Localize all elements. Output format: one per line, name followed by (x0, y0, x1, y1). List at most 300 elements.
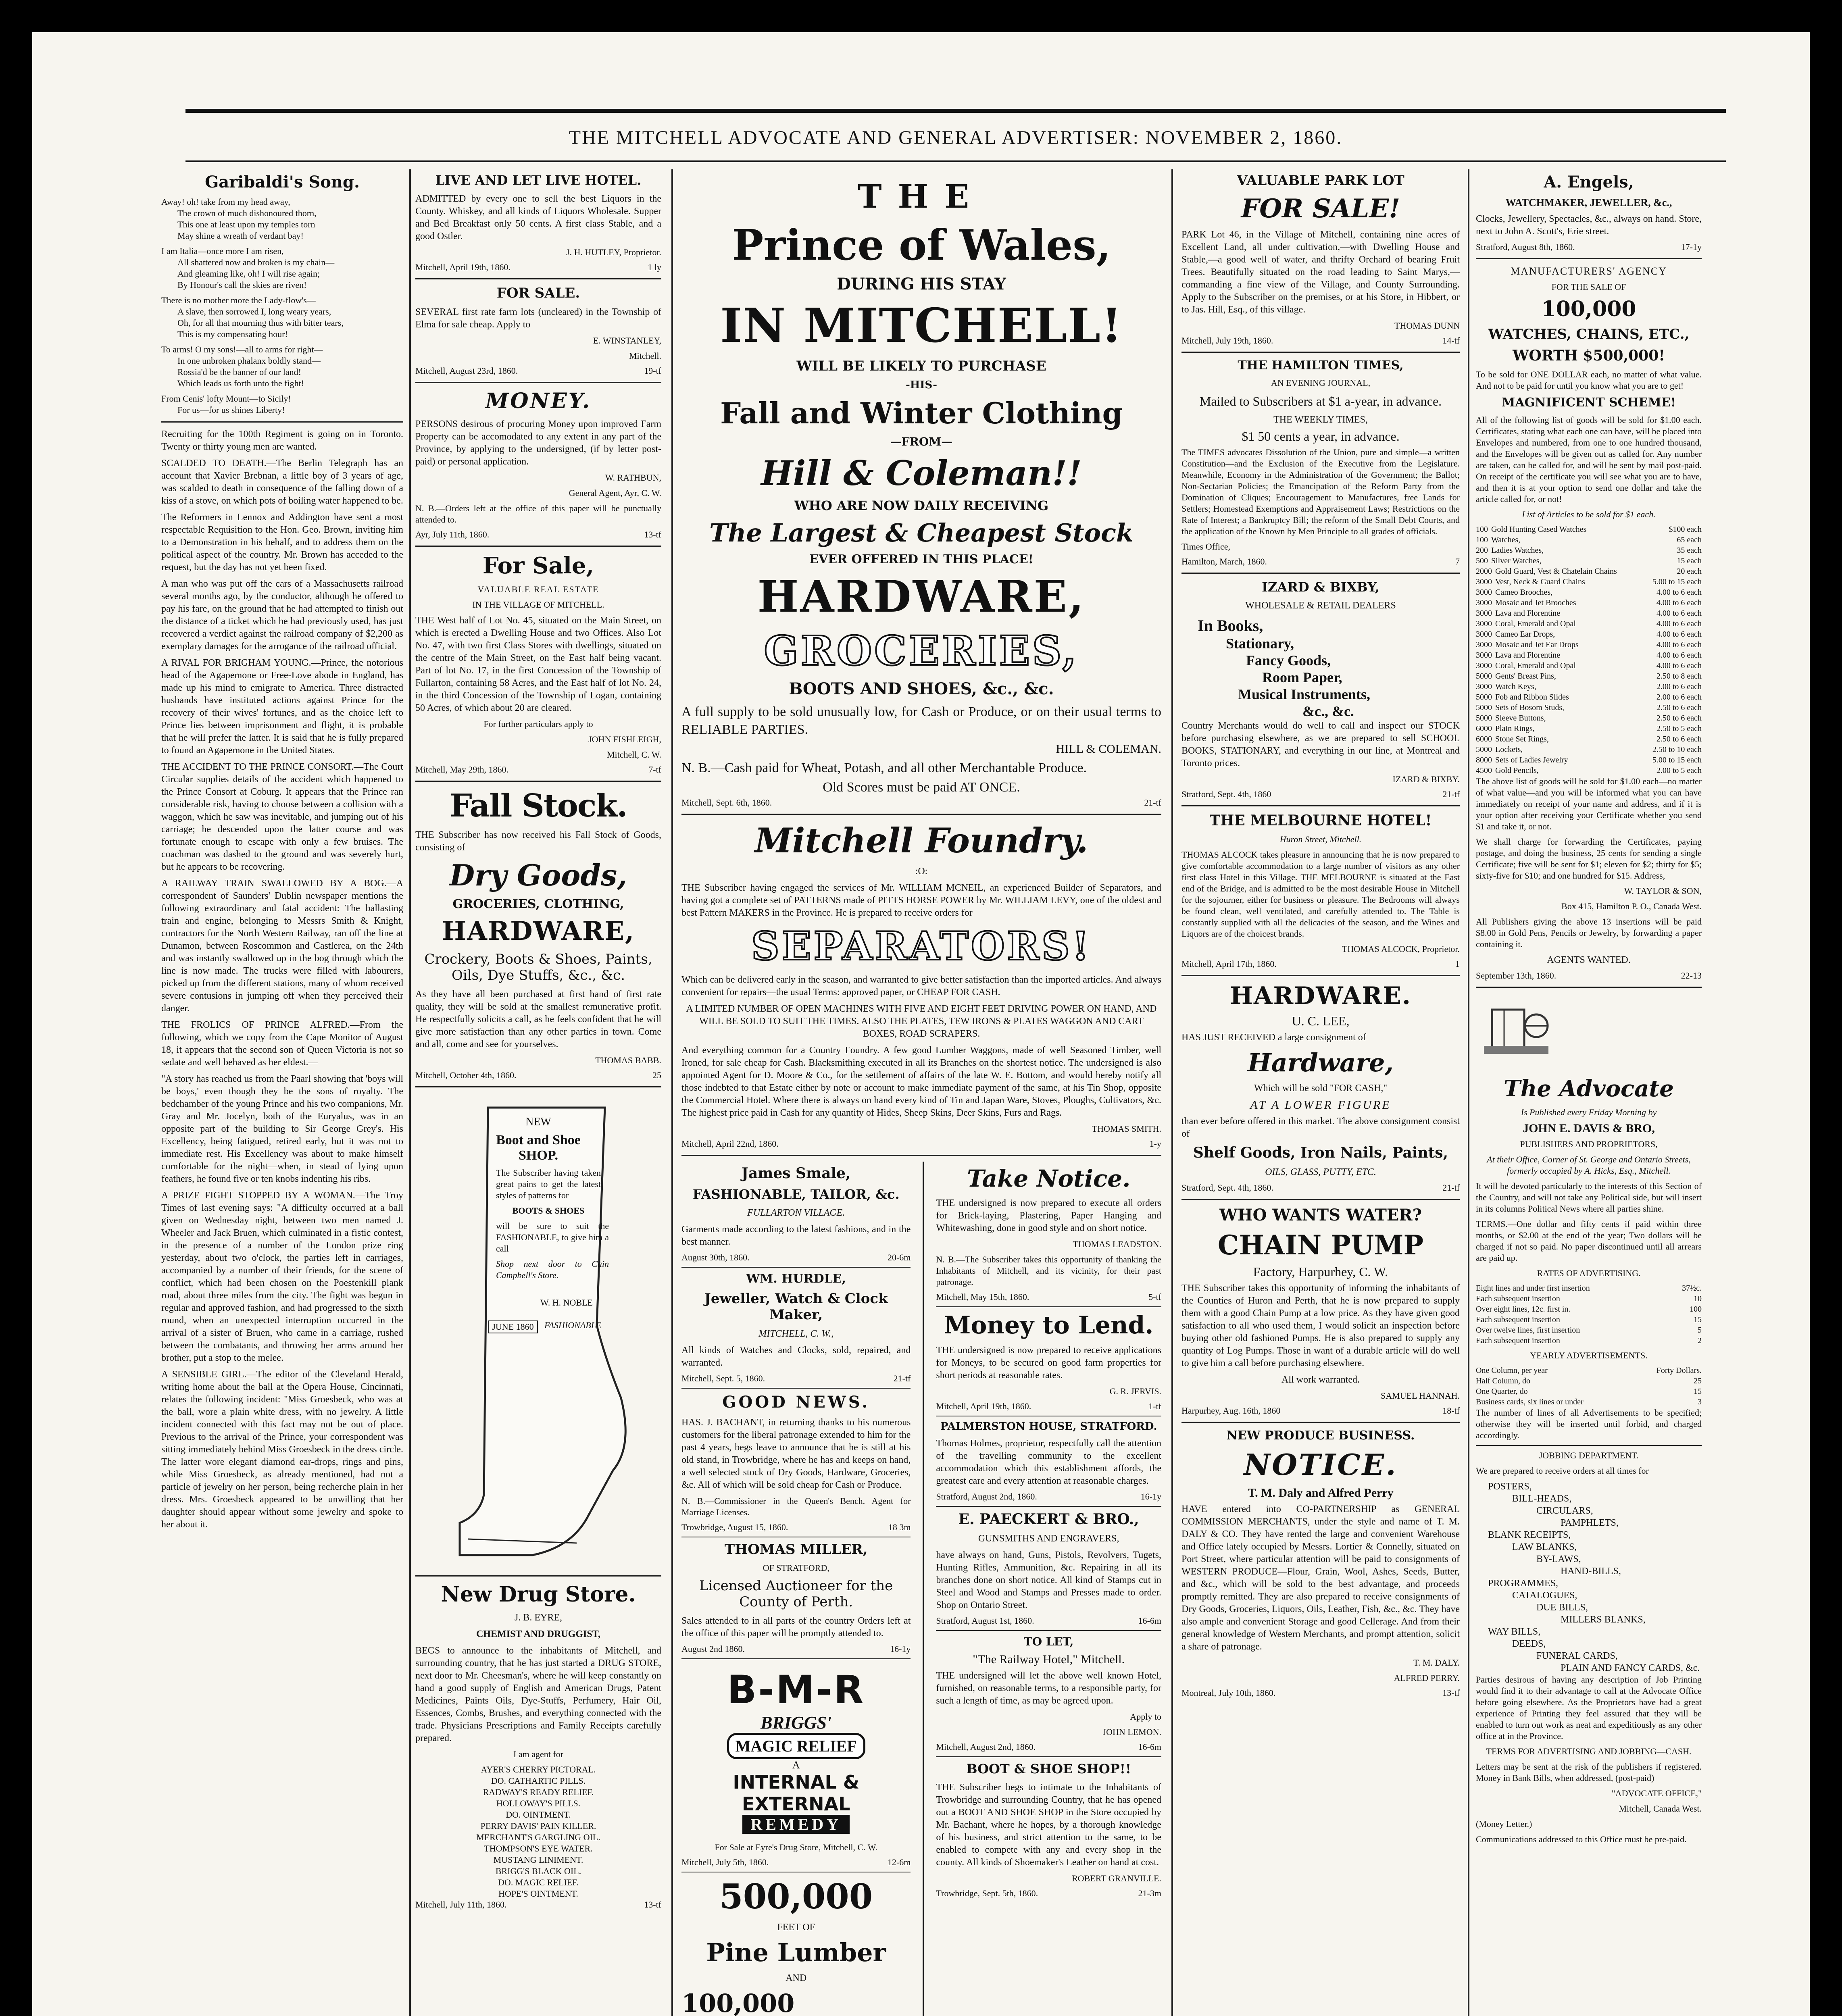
ad-title: THE HAMILTON TIMES, (1238, 358, 1404, 373)
price-row-qty: 4500 (1476, 766, 1492, 775)
poem-line: Rossia'd be the banner of our land! (177, 367, 301, 377)
ad-subtitle: OILS, GLASS, PUTTY, ETC. (1265, 1167, 1376, 1177)
ad-text: BEGS to announce to the inhabitants of Mitchell, and surrounding country, that he has just started a DRUG STORE, next door to Mr. Cheesman's, where he will keep constantly on hand a good supply of English and American Drugs, Patent Medicines, Paints Oils, Dye-Stuffs, Perfumery, Hair Oil, Essences, Combs, Brushes, and everything connected with the trade. Physicians Prescriptions and Family Receipts carefully prepared. (415, 1645, 661, 1743)
list-item: DO. OINTMENT. (506, 1810, 571, 1820)
ad-note: All work warranted. (1281, 1375, 1360, 1385)
ad-dateline (936, 1616, 1161, 1626)
ad-subtitle: BOOTS AND SHOES, &c., &c. (789, 679, 1054, 698)
ad-text: Parties desirous of having any description of Job Printing would find it to their advantage to call at the Advocate Office before going elsewhere. As the Proprietors have had a great experience of Printing they feel assured that they will be enabled to turn out work as neat and expeditiously as any other office at in the Province. (1476, 1674, 1702, 1741)
boot-sig: W. H. NOBLE (540, 1297, 593, 1308)
bmr-title: B-M-R (727, 1667, 865, 1712)
ad-title: For Sale, (482, 552, 594, 579)
divider (1181, 1422, 1460, 1423)
ad-subtitle: FOR THE SALE OF (1551, 282, 1626, 292)
boot-text (444, 1100, 633, 1331)
rate-row-label: Over eight lines, 12c. first in. (1476, 1305, 1571, 1314)
ad-text: And everything common for a Country Foundry. A few good Lumber Waggons, made of well Seasoned Timber, well Ironed, for sale cheap for Cash. Blacksmithing executed in all its Branches on the shortest notice. The undersigned is also appointed Agent for D. Moore & Co., for the settlement of affairs of the late W. E. Bottom, and would hereby notify all those indebted to that Estate either by note or account to make immediate payment of the same, at his Tin Shop, opposite the Commercial Hotel. Where there is always on hand every kind of Tin and Japan Ware, Stoves, Ploughs, Cultivators, &c. The highest price paid in Cash for any quantity of Hides, Sheep Skins, Deer Skins, Furs and Rags. (681, 1045, 1161, 1118)
price-row (1476, 671, 1702, 681)
ad-date: Trowbridge, August 15, 1860. (681, 1522, 788, 1532)
ad-date: Stratford, August 1st, 1860. (936, 1616, 1034, 1626)
ad-title: NEW PRODUCE BUSINESS. (1226, 1429, 1415, 1443)
ad-date: Mitchell, August 2nd, 1860. (936, 1742, 1036, 1752)
bmr-logo (681, 1667, 911, 1834)
yearly-row-label: One Quarter, do (1476, 1387, 1528, 1396)
ad-subtitle: VALUABLE REAL ESTATE (477, 584, 599, 594)
ad-subtitle: JOHN E. DAVIS & BRO, (1523, 1122, 1655, 1135)
ad-code: 18-tf (1442, 1406, 1460, 1416)
ad-subtitle: FULLARTON VILLAGE. (747, 1208, 845, 1218)
ad-code: 16-1y (1140, 1491, 1161, 1502)
ad-signature: W. TAYLOR & SON, (1624, 886, 1702, 896)
yearly-row-price: 25 (1694, 1377, 1702, 1385)
divider (681, 1388, 911, 1389)
price-row-name: Watch Keys, (1495, 682, 1536, 691)
ad-subtitle: Jeweller, Watch & Clock Maker, (704, 1291, 888, 1323)
list-item: &c., &c. (1302, 703, 1354, 719)
ad-text: Garments made according to the latest fashions, and in the best manner. (681, 1224, 911, 1247)
price-row-qty: 3000 (1476, 640, 1492, 649)
ad-title: Take Notice. (967, 1165, 1131, 1192)
ad-title: LIVE AND LET LIVE HOTEL. (435, 173, 642, 188)
yearly-table (1476, 1365, 1702, 1407)
bmr-a: A (792, 1759, 800, 1771)
ad-title: E. PAECKERT & BRO., (958, 1511, 1139, 1528)
ad-signature: THOMAS LEADSTON. (1073, 1239, 1161, 1249)
ad-text: It will be devoted particularly to the interests of this Section of the Country, and will not take any Political side, but will insert in its columns Political News where all parties shine. (1476, 1181, 1702, 1214)
yearly-row-price: 15 (1694, 1387, 1702, 1396)
yearly-row-price: 3 (1698, 1397, 1702, 1406)
ad-text: ADMITTED by every one to sell the best Liquors in the County. Whiskey, and all kinds of Liquors Wholesale. Supper and Bed Breakfast only 50 cents. A first class Stable, and a good Ostler. (415, 194, 661, 242)
price-row-price: 4.00 to 6 each (1656, 598, 1702, 607)
ad-title: MONEY. (485, 389, 592, 413)
price-row-qty: 500 (1476, 556, 1488, 565)
price-row-name: Coral, Emerald and Opal (1495, 661, 1576, 670)
ad-dateline (681, 1139, 1161, 1149)
price-row (1476, 744, 1702, 755)
ad-title: Mitchell Foundry. (754, 821, 1088, 860)
price-row-qty: 3000 (1476, 630, 1492, 639)
price-row-name: Lockets, (1495, 745, 1523, 754)
rate-row-price: 15 (1694, 1315, 1702, 1324)
ad-signature: Times Office, (1181, 541, 1230, 552)
jobbing-item: LAW BLANKS, (1512, 1542, 1577, 1552)
ad-date: Mitchell, July 19th, 1860. (1181, 335, 1273, 346)
ad-subtitle: AGENTS WANTED. (1547, 955, 1631, 965)
price-row-price: 4.00 to 6 each (1656, 661, 1702, 670)
ad-subtitle: Crockery, Boots & Shoes, Paints, Oils, Dye Stuffs, &c., &c. (424, 951, 652, 983)
divider (415, 1575, 661, 1577)
jobbing-item: BLANK RECEIPTS, (1488, 1530, 1571, 1540)
ad-date: Mitchell, May 15th, 1860. (936, 1292, 1029, 1302)
rate-row (1476, 1325, 1702, 1335)
price-row-qty: 3000 (1476, 682, 1492, 691)
list-item: Musical Instruments, (1238, 686, 1371, 702)
list-item: Stationary, (1226, 635, 1294, 652)
ad-signature: JOHN FISHLEIGH, (588, 734, 661, 744)
jobbing-item: BY-LAWS, (1536, 1554, 1581, 1564)
ad-subtitle: EVER OFFERED IN THIS PLACE! (809, 552, 1034, 566)
column-rule (1171, 169, 1173, 2016)
price-row-qty: 100 (1476, 535, 1488, 544)
ad-text: We are prepared to receive orders at all times for (1476, 1466, 1649, 1476)
ad-title: The Advocate (1504, 1075, 1674, 1102)
poem-line: May shine a wreath of verdant bay! (177, 231, 304, 241)
ad-subtitle: OF STRATFORD, (763, 1563, 829, 1573)
price-row (1476, 692, 1702, 702)
ad-dateline (1181, 789, 1460, 800)
ad-subtitle: FASHIONABLE, TAILOR, &c. (692, 1187, 900, 1202)
ad-dateline (415, 1070, 661, 1081)
price-row-name: Vest, Neck & Guard Chains (1495, 577, 1585, 586)
ad-subtitle: Is Published every Friday Morning by (1521, 1107, 1657, 1117)
ad-title: THOMAS MILLER, (724, 1541, 868, 1558)
ad-text: Letters may be sent at the risk of the publishers if registered. Money in Bank Bills, when addressed, (post-paid) (1476, 1762, 1702, 1783)
ad-text: A full supply to be sold unusually low, for Cash or Produce, or on their usual terms to RELIABLE PARTIES. (681, 704, 1161, 737)
ad-signature: Mitchell, Canada West. (1619, 1804, 1702, 1814)
price-row-price: 20 each (1677, 567, 1702, 576)
ad-code: 17-1y (1681, 242, 1702, 252)
jobbing-item: PROGRAMMES, (1488, 1578, 1559, 1589)
price-row-price: 2.50 to 10 each (1652, 745, 1702, 754)
ad-headline: Pine Lumber (706, 1938, 886, 1967)
ad-headline: HARDWARE, (442, 916, 635, 946)
poem-line: For us—for us shines Liberty! (177, 405, 285, 415)
poem-line: This one at least upon my temples torn (177, 219, 315, 229)
list-item: HOPE'S OINTMENT. (498, 1889, 578, 1899)
poem-line: All shattered now and broken is my chain— (177, 257, 335, 267)
list-item: RADWAY'S READY RELIEF. (483, 1787, 594, 1797)
ad-text: Which will be sold "FOR CASH," (1254, 1083, 1388, 1093)
price-row (1476, 535, 1702, 545)
ad-dateline (936, 1401, 1161, 1412)
ad-date: Hamilton, March, 1860. (1181, 556, 1267, 566)
ad-signature: ROBERT GRANVILLE. (1072, 1873, 1161, 1883)
ad-text: The number of lines of all Advertisements to be specified; otherwise they will be inserted until forbid, and charged accordingly. (1476, 1408, 1702, 1440)
price-row (1476, 650, 1702, 660)
ad-date: Stratford, Sept. 4th, 1860 (1181, 789, 1271, 799)
ad-code: 12-6m (887, 1857, 911, 1867)
jobbing-item: DEEDS, (1512, 1639, 1546, 1649)
rate-row-label: Each subsequent insertion (1476, 1294, 1560, 1303)
price-row-qty: 3000 (1476, 598, 1492, 607)
ad-note: N. B.—Cash paid for Wheat, Potash, and all other Merchantable Produce. (681, 760, 1087, 775)
ad-subtitle: FEET OF (777, 1922, 815, 1933)
price-row (1476, 598, 1702, 608)
ad-text: THE Subscriber has now received his Fall Stock of Goods, consisting of (415, 830, 661, 853)
divider (681, 814, 1161, 815)
ad-code: 13-tf (644, 529, 661, 539)
ad-signature: THOMAS SMITH. (1092, 1124, 1161, 1134)
price-row-price: 4.00 to 6 each (1656, 640, 1702, 649)
ad-subtitle: U. C. LEE, (1292, 1014, 1350, 1028)
ad-date: Mitchell, July 5th, 1860. (681, 1857, 769, 1867)
divider (415, 382, 661, 383)
ad-note: N. B.—Orders left at the office of this paper will be punctually attended to. (415, 503, 661, 525)
price-row (1476, 681, 1702, 692)
rate-row (1476, 1293, 1702, 1304)
divider (681, 1155, 1161, 1156)
ad-headline: NOTICE. (1244, 1447, 1398, 1482)
price-row-price: 5.00 to 15 each (1652, 577, 1702, 586)
ad-headline: Hill & Coleman!! (761, 453, 1082, 493)
price-row-price: 4.00 to 6 each (1656, 630, 1702, 639)
news-item: A SENSIBLE GIRL.—The editor of the Cleveland Herald, writing home about the ball at the Opera House, Cincinnati, relates the following incident: "Miss Groesbeck, who was at the ball, wore a plain white dress, with no jewelry. A little incident connected with this fact may not be out of place. Previous to the arrival of the Prince, your correspondent was sitting immediately behind Miss Groesbeck in the dress circle. The latter wore elegant diamond ear-drops, rings and pins, while Miss Groesbeck, as already mentioned, had not a particle of jewelry on her person, being recherche plain in her dress. Mrs. Groesbeck appeared to be unwilling that her daughter should appear without some jewelry and spoke to her about it. (161, 1369, 403, 1530)
news-item: SCALDED TO DEATH.—The Berlin Telegraph has an account that Xavier Brebnan, a little boy of 3 years of age, was scalded to death in consequence of the falling down of a kiss of a stove, on which pots of boiling water happened to be. (161, 458, 403, 506)
price-row-name: Plain Rings, (1495, 724, 1535, 733)
ad-subtitle: Factory, Harpurhey, C. W. (1253, 1264, 1388, 1279)
ad-signature: Box 415, Hamilton P. O., Canada West. (1561, 901, 1702, 911)
ad-date: Mitchell, October 4th, 1860. (415, 1070, 517, 1080)
ad-text: Which can be delivered early in the season, and warranted to give better satisfaction than the imported articles. And always convenient for repairs—the usual Terms: approved paper, or CHEAP FOR CASH. (681, 975, 1161, 998)
poem-line: By Honour's call the skies are riven! (177, 280, 307, 290)
table-title: YEARLY ADVERTISEMENTS. (1530, 1350, 1648, 1360)
price-row-price: 2.50 to 6 each (1656, 703, 1702, 712)
list-title: List of Articles to be sold for $1 each. (1522, 509, 1656, 519)
ad-title: WHO WANTS WATER? (1219, 1206, 1422, 1225)
ad-signature: E. WINSTANLEY, (593, 335, 661, 346)
price-row-price: 15 each (1677, 556, 1702, 565)
ad-date: Trowbridge, Sept. 5th, 1860. (936, 1888, 1038, 1898)
ad-headline: WORTH $500,000! (1512, 347, 1665, 364)
ad-headline: Hardware, (1247, 1048, 1394, 1077)
list-item: DO. MAGIC RELIEF. (498, 1877, 579, 1887)
ad-subtitle: CHEMIST AND DRUGGIST, (476, 1629, 600, 1639)
ad-note: N. B.—Commissioner in the Queen's Bench. Agent for Marriage Licenses. (681, 1496, 911, 1517)
news-item: THE FROLICS OF PRINCE ALFRED.—From the following, which we copy from the Cape Monitor of August 18, it appears that the second son of Queen Victoria is not so sedate and well behaved as her eldest.— (161, 1020, 403, 1068)
ad-title: GOOD NEWS. (722, 1393, 870, 1412)
boot-copy: will be sure to suit the FASHIONABLE, to give him a call (496, 1221, 609, 1254)
ad-dateline (415, 366, 661, 376)
ad-text: For further particulars apply to (483, 719, 593, 729)
ad-text: For Sale at Eyre's Drug Store, Mitchell, C. W. (715, 1842, 878, 1852)
ad-subtitle: WILL BE LIKELY TO PURCHASE (796, 358, 1046, 374)
ad-text: Thomas Holmes, proprietor, respectfully call the attention of the travelling community to the excellent accommodation which this establishment affords, the greatest care and every attention at reasonable charges. (936, 1438, 1161, 1486)
ad-text: All of the following list of goods will be sold for $1.00 each. Certificates, stating what each one can have, will be placed into Envelopes and numbered, from one to one hundred thousand, and the Envelopes will be given out as called for. Any number are taken, can be called for, and will be sent by mail post-paid. On receipt of the certificate you will see what you are to have, and then it is at your option to send one dollar and take the article called for, or not! (1476, 415, 1702, 504)
price-row-price: 35 each (1677, 546, 1702, 555)
price-row (1476, 734, 1702, 744)
ad-title: IZARD & BIXBY, (1262, 579, 1379, 595)
ad-code: 1 (1455, 959, 1460, 969)
ad-title: HARDWARE. (1230, 982, 1411, 1010)
price-row-qty: 8000 (1476, 756, 1492, 764)
list-item: PERRY DAVIS' PAIN KILLER. (480, 1821, 596, 1831)
ad-headline: CHAIN PUMP (1217, 1229, 1424, 1261)
poem-line: Away! oh! take from my head away, (161, 197, 290, 207)
ad-code: 21-3m (1138, 1888, 1161, 1898)
ad-dateline (936, 1292, 1161, 1302)
price-row-name: Stone Set Rings, (1495, 735, 1549, 744)
column-5 (1476, 169, 1702, 2016)
subcolumn-right (936, 1162, 1161, 2016)
poem-line: And gleaming like, oh! I will rise again; (177, 269, 320, 279)
ad-title: VALUABLE PARK LOT (1237, 173, 1404, 189)
ad-text: than ever before offered in this market. The above consignment consist of (1181, 1116, 1460, 1139)
ad-headline: The Largest & Cheapest Stock (709, 518, 1134, 548)
product-list (415, 1764, 661, 1899)
price-row-name: Gold Hunting Cased Watches (1491, 525, 1587, 534)
ad-code: 25 (652, 1070, 661, 1080)
rate-row-price: 37½c. (1682, 1284, 1702, 1293)
ad-title: Fall Stock. (450, 787, 627, 824)
boot-copy: The Subscriber having taken great pains to get the latest styles of patterns for (496, 1168, 601, 1200)
ad-code: 16-6m (1138, 1616, 1161, 1626)
ad-note: All Publishers giving the above 13 insertions will be paid $8.00 in Gold Pens, Pencils or Jewelry, by forwarding a paper containing it. (1476, 916, 1702, 949)
price-row-price: 2.00 to 6 each (1656, 682, 1702, 691)
price-row-qty: 6000 (1476, 735, 1492, 744)
boot-copy: Shop next door to Cain Campbell's Store. (496, 1259, 609, 1280)
column-4 (1181, 169, 1460, 2016)
list-item: AYER'S CHERRY PICTORAL. (481, 1764, 596, 1774)
news-item: A man who was put off the cars of a Massachusetts railroad several months ago, by the conductor, although he offered to pay his fare, on the ground that he had attempted to finish out the distance of a ticket which he had previously used, has just recovered a verdict against the railroad company of $2,200 as exemplary damages for the arrogance of the railroad official. (161, 579, 403, 652)
divider (681, 1267, 911, 1268)
ad-headline: GROCERIES, (764, 627, 1079, 675)
price-row-qty: 200 (1476, 546, 1488, 555)
divider (161, 421, 403, 423)
divider (1181, 805, 1460, 806)
price-row (1476, 702, 1702, 713)
rate-row (1476, 1335, 1702, 1346)
ad-subtitle: GUNSMITHS AND ENGRAVERS, (978, 1533, 1119, 1544)
ad-text: Sales attended to in all parts of the country Orders left at the office of this paper will be promptly attended to. (681, 1616, 911, 1639)
column-rule (671, 169, 673, 2016)
boot-illustration (444, 1100, 633, 1563)
ad-signature: General Agent, Ayr, C. W. (569, 488, 661, 498)
price-row-name: Sleeve Buttons, (1495, 714, 1546, 723)
ad-headline: Fall and Winter Clothing (720, 396, 1123, 430)
ad-date: August 2nd 1860. (681, 1644, 745, 1654)
ad-code: 5-tf (1148, 1292, 1161, 1302)
yearly-row (1476, 1397, 1702, 1407)
ad-dateline (1181, 1688, 1460, 1698)
price-row-name: Gents' Breast Pins, (1495, 672, 1556, 681)
jobbing-item: CATALOGUES, (1512, 1590, 1577, 1601)
yearly-row-label: Business cards, six lines or under (1476, 1397, 1584, 1406)
poem-line: This is my compensating hour! (177, 329, 288, 339)
price-row-price: 5.00 to 15 each (1652, 756, 1702, 764)
ad-dateline (681, 798, 1161, 808)
list-item: HOLLOWAY'S PILLS. (496, 1798, 581, 1808)
divider (1181, 573, 1460, 574)
ad-title: MAGNIFICENT SCHEME! (1502, 396, 1676, 410)
rate-row-label: Each subsequent insertion (1476, 1315, 1560, 1324)
boot-new: NEW (525, 1116, 551, 1128)
jobbing-list (1476, 1481, 1702, 1674)
bmr-remedy: REMEDY (742, 1815, 850, 1834)
table-title: RATES OF ADVERTISING. (1537, 1268, 1641, 1278)
ad-signature: JOHN LEMON. (1102, 1727, 1161, 1737)
ad-headline: FOR SALE! (1241, 194, 1400, 224)
poem-line: In one unbroken phalanx boldly stand— (177, 356, 321, 366)
masthead-rule (185, 160, 1726, 162)
ad-text: PARK Lot 46, in the Village of Mitchell, containing nine acres of Excellent Land, all under cultivation,—with Dwelling House and Stable,—a good well of water, and thrifty Orchard of bearing Fruit Trees. Beautifully situated on the road leading to Saint Marys,—commanding a fine view of the Village, and County Surrounding. Apply to the Subscriber on the premises, or at his Store, in Hibbert, or to Jas. Hill, Esq., of this village. (1181, 229, 1460, 315)
ad-text: THE undersigned is now prepared to receive applications for Moneys, to be secured on good farm properties for short periods at reasonable rates. (936, 1345, 1161, 1381)
price-row-qty: 3000 (1476, 577, 1492, 586)
ad-code: 22-13 (1681, 971, 1702, 981)
ad-signature: T. M. DALY. (1413, 1658, 1460, 1668)
ad-text: All kinds of Watches and Clocks, sold, repaired, and warranted. (681, 1345, 911, 1368)
ad-text: HAS JUST RECEIVED a large consignment of (1181, 1032, 1366, 1043)
divider (1181, 352, 1460, 353)
ad-signature: G. R. JERVIS. (1109, 1386, 1161, 1396)
list-item: MUSTANG LINIMENT. (493, 1855, 583, 1865)
ad-subtitle: —FROM— (890, 435, 953, 448)
ad-text: THE Subscriber takes this opportunity of informing the inhabitants of the Counties of Huron and Perth, that he is now prepared to supply them with a good Chain Pump at a low price. As they have given good satisfaction to all who used them, I would solicit an inspection before buying other old fashioned Pumps. He is also prepared to supply any quantity of Log Pumps. Those in want of a durable article will do well to give him a call before purchasing elsewhere. (1181, 1283, 1460, 1368)
yearly-row (1476, 1376, 1702, 1386)
rate-row-price: 10 (1694, 1294, 1702, 1303)
jobbing-item: CIRCULARS, (1536, 1506, 1593, 1516)
ad-title: BOOT & SHOE SHOP!! (966, 1761, 1131, 1776)
ad-headline: 100,000 (1541, 297, 1636, 321)
jobbing-item: BILL-HEADS, (1512, 1493, 1572, 1504)
jobbing-item: HAND-BILLS, (1561, 1566, 1621, 1577)
news-item: "A story has reached us from the Paarl showing that 'boys will be boys,' even though they be the sons of royalty. The bedchamber of the young Prince and his two companions, Mr. Gray and Mr. Jocelyn, both of the Euryalus, was in an opposite part of the building to Sir George Grey's. His Excellency, being fatigued, retired early, but it was not to immediate rest. His Excellency was about to make himself comfortable for the night—when, in stead of lying upon feathers, he found five or ten knobs indenting his ribs. (161, 1074, 403, 1184)
price-row-price: 2.50 to 6 each (1656, 735, 1702, 744)
subcolumn-left (681, 1162, 911, 2016)
ad-signature: J. H. HUTLEY, Proprietor. (566, 247, 661, 257)
boot-sole: FASHIONABLE (544, 1320, 602, 1330)
price-row-qty: 3000 (1476, 661, 1492, 670)
list-item: THOMPSON'S EYE WATER. (484, 1843, 593, 1854)
price-row (1476, 629, 1702, 639)
price-row-name: Mosaic and Jet Ear Drops (1495, 640, 1579, 649)
ad-subtitle: AT A LOWER FIGURE (1250, 1098, 1391, 1112)
price-row (1476, 566, 1702, 577)
ad-date: Stratford, Sept. 4th, 1860. (1181, 1183, 1273, 1193)
subcolumn-rule (923, 1162, 924, 2016)
ad-subtitle: WHOLESALE & RETAIL DEALERS (1245, 600, 1396, 611)
poem-title: Garibaldi's Song. (205, 173, 360, 192)
ad-dateline (1476, 971, 1702, 981)
masthead: THE MITCHELL ADVOCATE AND GENERAL ADVERTISER: NOVEMBER 2, 1860. (569, 127, 1343, 148)
yearly-row-label: Half Column, do (1476, 1377, 1530, 1385)
ad-date: Mitchell, May 29th, 1860. (415, 764, 508, 775)
divider (415, 546, 661, 547)
ad-subtitle: AN EVENING JOURNAL, (1271, 378, 1371, 388)
price-row-qty: 2000 (1476, 567, 1492, 576)
ad-text: Clocks, Jewellery, Spectacles, &c., always on hand. Store, next to John A. Scott's, Erie street. (1476, 214, 1702, 237)
ad-subtitle: AND (786, 1973, 807, 1983)
ad-headline: 500,000 (719, 1876, 873, 1916)
poem-line: A slave, then sorrowed I, long weary years, (177, 306, 331, 317)
price-row-qty: 5000 (1476, 714, 1492, 723)
ad-text: We shall charge for forwarding the Certificates, paying postage, and doing the business, 25 cents for sending a single Certificate; five will be sent for $1; eleven for $2; thirty for $5; sixty-five for $10; and one hundred for $15. Address, (1476, 837, 1702, 881)
ad-date: Mitchell, July 11th, 1860. (415, 1899, 507, 1910)
price-row-name: Ladies Watches, (1491, 546, 1544, 555)
ad-dateline (681, 1522, 911, 1533)
ad-text: HAS. J. BACHANT, in returning thanks to his numerous customers for the liberal patronage extended to him for the past 4 years, begs leave to announce that he is still at his old stand, in Trowbridge, where he has and keeps on hand, a well selected stock of Dry Goods, Hardware, Groceries, &c. All of which will be sold cheap for Cash or Produce. (681, 1417, 911, 1490)
bmr-magic: MAGIC RELIEF (727, 1733, 865, 1759)
ad-signature: Mitchell, C. W. (606, 750, 661, 760)
price-row-name: Lava and Florentine (1495, 609, 1561, 618)
ad-date: Mitchell, April 22nd, 1860. (681, 1139, 779, 1149)
ad-date: August 30th, 1860. (681, 1252, 750, 1262)
ad-text: Country Merchants would do well to call and inspect our STOCK before purchasing elsewhere, as we are prepared to sell SCHOOL BOOKS, STATIONARY, and everything in our line, at Montreal and Toronto prices. (1181, 721, 1460, 768)
jobbing-item: FUNERAL CARDS, (1536, 1651, 1618, 1661)
ad-date: Mitchell, August 23rd, 1860. (415, 366, 518, 376)
column-2 (415, 169, 661, 2016)
ad-text: THE West half of Lot No. 45, situated on the Main Street, on which is erected a Dwelling House and two Offices. Also Lot No. 47, with two first Class Stores with dwellings, situated on the centre of the Main Street, on the East half being vacant. Part of lot No. 17, in the first Concession of the Township of Fullarton, containing 58 Acres, and the East half of lot No. 24, in the third Concession of the Township of Logan, containing 50 Acres, of which about 20 are cleared. (415, 615, 661, 713)
ad-code: 1-tf (1148, 1401, 1161, 1411)
ad-headline: Dry Goods, (449, 858, 627, 892)
price-row (1476, 577, 1702, 587)
price-row-price: 2.50 to 5 each (1656, 724, 1702, 733)
ad-dateline (1181, 959, 1460, 969)
poem-line: The crown of much dishonoured thorn, (177, 208, 317, 218)
ad-title: PALMERSTON HOUSE, STRATFORD. (940, 1420, 1157, 1433)
ad-subtitle: WATCHMAKER, JEWELLER, &c., (1505, 197, 1672, 208)
jobbing-item: WAY BILLS, (1488, 1627, 1541, 1637)
price-row (1476, 765, 1702, 776)
